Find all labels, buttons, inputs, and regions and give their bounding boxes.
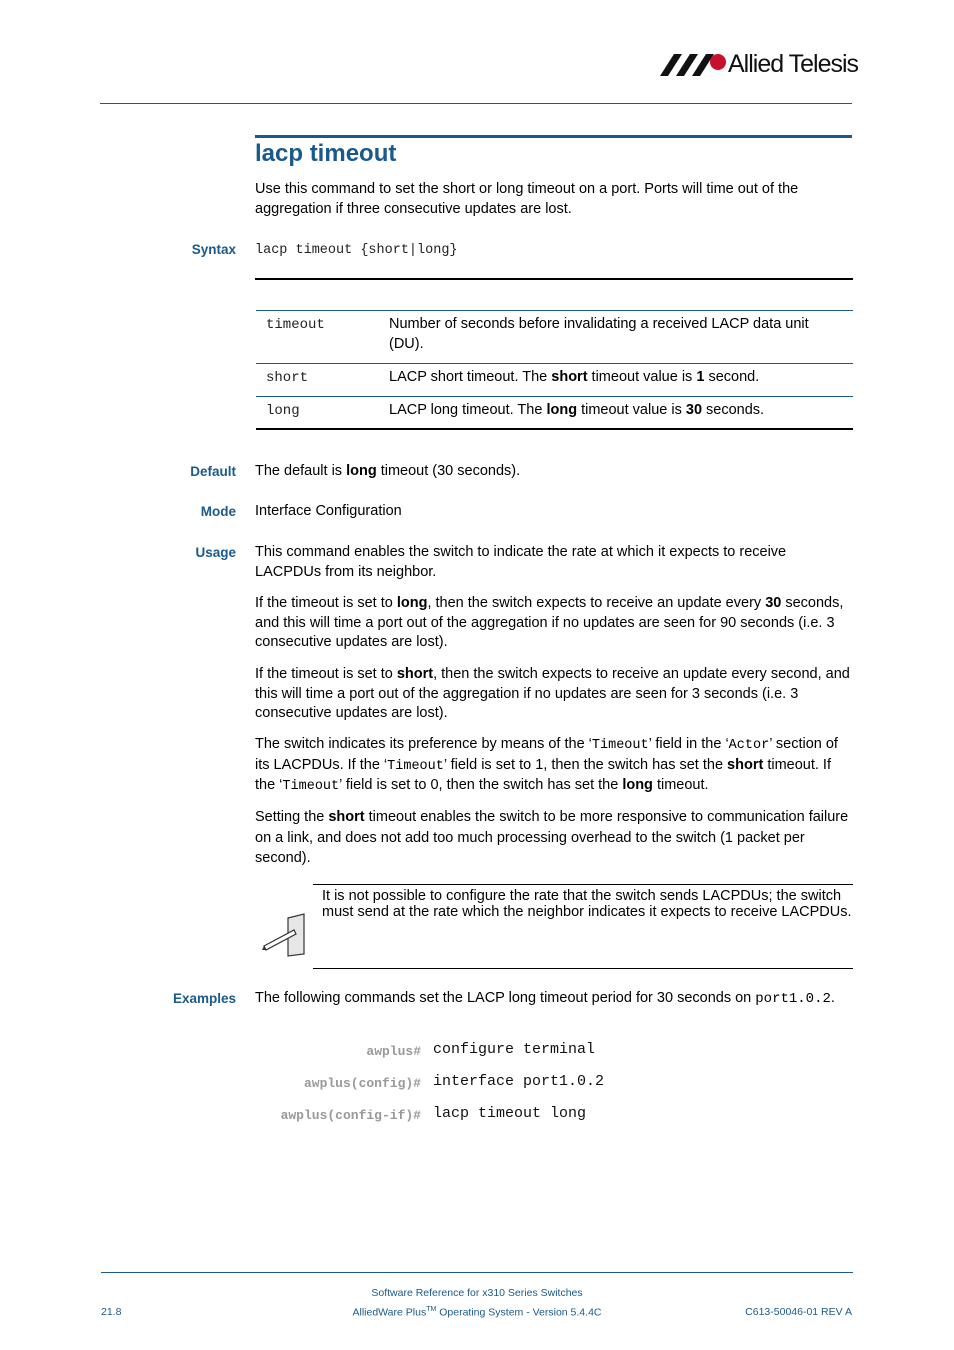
- usage-p5: Setting the short timeout enables the switch to be more responsive to communication failure on a link, and does not add too much processing overhead to the switch (1 packet per second).: [255, 809, 849, 866]
- syntax-label: Syntax: [191, 242, 236, 257]
- allied-telesis-logo: [660, 50, 859, 80]
- syntax-rule: [255, 278, 853, 280]
- note-text: It is not possible to configure the rate that the switch sends LACPDUs; the switch must send at the rate which the neighbor indicates it expects to receive LACPDUs.: [322, 888, 852, 920]
- param-desc: Number of seconds before invalidating a received LACP data unit (DU).: [389, 316, 809, 352]
- example-prompt: awplus#: [366, 1044, 421, 1059]
- examples-label: Examples: [172, 991, 236, 1006]
- intro-text: Use this command to set the short or long timeout on a port. Ports will time out of the aggregation if three consecutive updates are lost.: [255, 181, 799, 217]
- logo-mark-icon: [660, 52, 728, 78]
- usage-p4: The switch indicates its preference by means of the ‘Timeout’ field in the ‘Actor’ section of its LACPDUs. If the ‘Timeout’ field is set to 1, then the switch has set the short timeout. If the ‘Timeout’ field is set to 0, then the switch has set the long timeout.: [255, 736, 838, 794]
- usage-p3: If the timeout is set to short, then the switch expects to receive an update every second, and this will time a port out of the aggregation if no updates are seen for 3 seconds (i.e. 3 consecutive updates are lost).: [255, 666, 850, 721]
- usage-label: Usage: [195, 545, 236, 560]
- example-command: lacp timeout long: [433, 1105, 587, 1122]
- syntax-command: lacp timeout {short|long}: [255, 243, 458, 258]
- param-row-timeout: [256, 310, 853, 363]
- param-name: timeout: [266, 317, 325, 333]
- note-pencil-icon: [260, 912, 308, 958]
- title-rule: [255, 135, 852, 138]
- mode-text: Interface Configuration: [255, 503, 402, 519]
- footer-rule: [101, 1272, 853, 1273]
- param-desc: LACP long timeout. The long timeout value is 30 seconds.: [389, 402, 765, 418]
- param-table-bottom-rule: [256, 428, 853, 430]
- note-top-rule: [313, 884, 853, 885]
- footer-os-version: AlliedWare Plus™ Operating System - Version 5.4.4C: [352, 1306, 602, 1319]
- param-row-short: [256, 363, 853, 396]
- default-label: Default: [190, 464, 236, 479]
- param-desc: LACP short timeout. The short timeout value is 1 second.: [389, 369, 760, 385]
- footer-title: Software Reference for x310 Series Switches: [371, 1287, 583, 1299]
- example-command: interface port1.0.2: [433, 1073, 605, 1090]
- default-text: The default is long timeout (30 seconds).: [255, 463, 521, 479]
- param-name: short: [266, 370, 309, 386]
- usage-p1: This command enables the switch to indicate the rate at which it expects to receive LACPDUs from its neighbor.: [255, 544, 787, 580]
- header-rule: [100, 103, 852, 104]
- page-title: lacp timeout: [255, 140, 397, 167]
- footer-doc-id: C613-50046-01 REV A: [745, 1306, 852, 1318]
- mode-label: Mode: [200, 504, 236, 519]
- example-prompt: awplus(config-if)#: [280, 1108, 421, 1123]
- footer-page-number: 21.8: [101, 1306, 122, 1318]
- param-row-long: [256, 396, 853, 429]
- usage-p2: If the timeout is set to long, then the switch expects to receive an update every 30 seconds, and this will time a port out of the aggregation if no updates are seen for 90 seconds (i.e. 3 consecutive updates are lost).: [255, 595, 844, 650]
- note-bottom-rule: [313, 968, 853, 969]
- example-prompt: awplus(config)#: [303, 1076, 421, 1091]
- example-command: configure terminal: [433, 1041, 596, 1058]
- examples-intro: The following commands set the LACP long timeout period for 30 seconds on port1.0.2.: [255, 990, 835, 1007]
- logo-text: Allied Telesis: [728, 50, 859, 78]
- param-name: long: [266, 403, 300, 419]
